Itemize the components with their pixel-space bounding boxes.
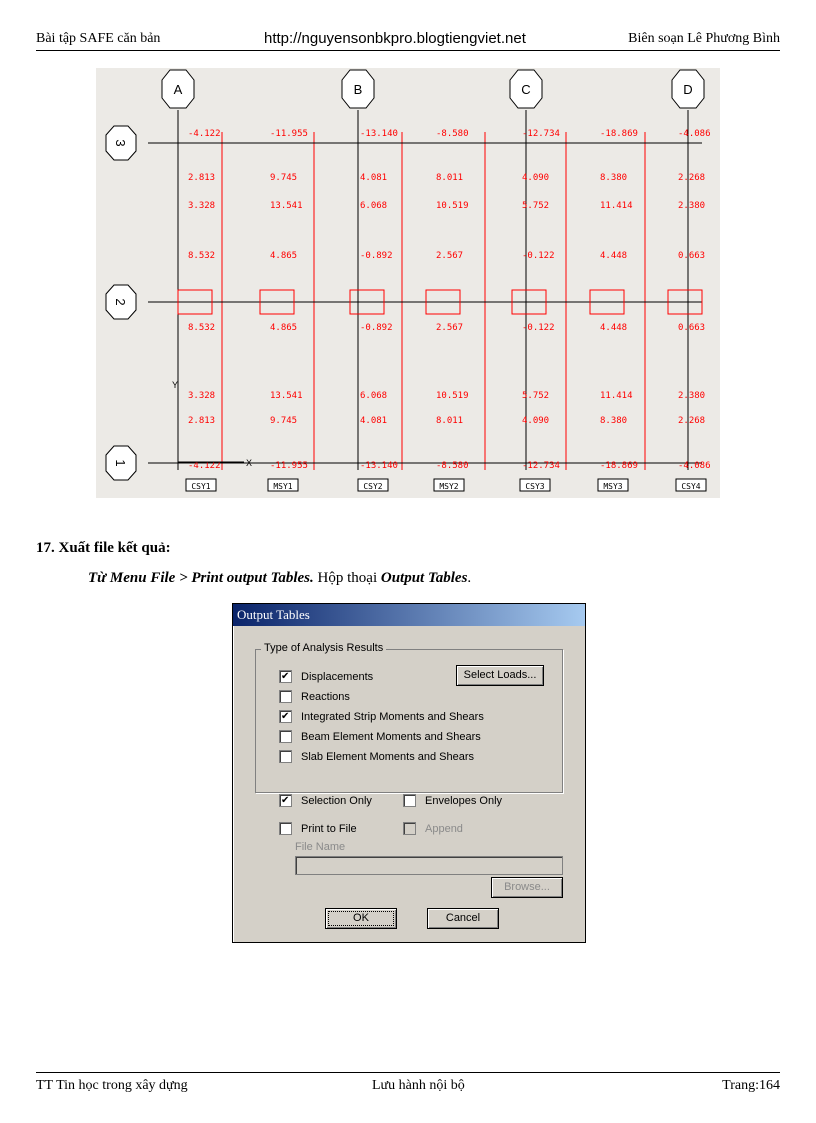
strip-value: 2.380 [678,201,706,211]
strip-value: -0.892 [360,251,393,261]
strip-value: -13.140 [360,461,398,471]
checkbox-label: Append [425,822,463,835]
dialog-titlebar[interactable]: Output Tables [233,604,585,626]
footer-left: TT Tin học trong xây dựng [36,1078,188,1093]
strip-moments-checkbox[interactable] [279,710,484,723]
strip-value: 4.448 [600,323,628,333]
strip-label: CSY3 [525,482,545,491]
strip-value: 10.519 [436,201,469,211]
checkbox-label: Displacements [301,670,374,683]
menu-path-text: Từ Menu File > Print output Tables. [88,570,314,586]
strip-value: 13.541 [270,201,303,211]
grid-label-2: 2 [113,298,128,306]
axis-x-label: X [246,458,253,468]
strip-value: -4.122 [188,461,221,471]
strip-label: CSY1 [191,482,211,491]
strip-value: -11.955 [270,129,308,139]
footer-page-number: Trang:164 [722,1078,780,1093]
checkbox-box[interactable] [279,730,292,743]
strip-label: MSY3 [603,482,623,491]
header-left: Bài tập SAFE căn bản [36,31,161,46]
page-footer [36,1072,780,1098]
strip-value: -13.140 [360,129,398,139]
beam-moments-checkbox[interactable] [279,730,481,743]
strip-value: -18.869 [600,129,638,139]
axis-y-label: Y [172,380,179,390]
file-name-label: File Name [295,841,346,853]
strip-value: 8.532 [188,323,216,333]
ok-button[interactable]: OK [325,908,397,929]
strip-value: -8.580 [436,129,469,139]
header-url[interactable]: http://nguyensonbkpro.blogtiengviet.net [264,30,526,47]
para-suffix: . [467,570,472,586]
strip-label: CSY4 [681,482,701,491]
cancel-button[interactable]: Cancel [427,908,499,929]
para-middle: Hộp thoại [313,570,381,586]
browse-button[interactable]: Browse... [491,877,563,898]
append-checkbox[interactable] [403,822,463,835]
strip-value: 4.865 [270,323,298,333]
strip-value: -12.734 [522,129,560,139]
strip-value: 8.532 [188,251,216,261]
checkbox-label: Slab Element Moments and Shears [301,750,475,763]
strip-value: 4.090 [522,173,550,183]
strip-value: 8.011 [436,416,464,426]
strip-value: 5.752 [522,391,550,401]
strip-value: 8.011 [436,173,464,183]
strip-label: MSY1 [273,482,293,491]
output-tables-dialog [232,603,586,943]
displacements-checkbox[interactable] [279,670,373,683]
strip-value: 0.663 [678,251,706,261]
grid-label-3: 3 [113,139,128,147]
strip-value: 11.414 [600,391,633,401]
checkbox-box[interactable] [279,670,292,683]
slab-moments-checkbox[interactable] [279,750,474,763]
strip-value: 4.448 [600,251,628,261]
strip-value: 10.519 [436,391,469,401]
grid-label-B: B [353,82,363,97]
strip-value: 2.268 [678,173,706,183]
instruction-paragraph [88,570,471,587]
strip-value: 2.567 [436,251,464,261]
grid-label-A: A [173,82,183,97]
strip-value: -12.734 [522,461,560,471]
strip-value: 6.068 [360,201,388,211]
checkbox-box[interactable] [279,710,292,723]
checkbox-box[interactable] [403,794,416,807]
strip-value: -0.892 [360,323,393,333]
strip-value: -0.122 [522,251,555,261]
checkbox-box[interactable] [279,794,292,807]
checkbox-label: Print to File [301,822,357,835]
checkbox-label: Reactions [301,690,350,703]
strip-value: 2.813 [188,416,216,426]
strip-value: -0.122 [522,323,555,333]
checkbox-label: Envelopes Only [425,794,503,807]
strip-value: -11.955 [270,461,308,471]
checkbox-box[interactable] [279,690,292,703]
strip-label: MSY2 [439,482,459,491]
strip-value: 2.380 [678,391,706,401]
header-right: Biên soạn Lê Phương Bình [628,31,780,46]
section-title: 17. Xuất file kết quả: [36,540,171,556]
print-to-file-checkbox[interactable] [279,822,357,835]
strip-value: 9.745 [270,416,298,426]
group-label: Type of Analysis Results [261,642,386,654]
checkbox-label: Integrated Strip Moments and Shears [301,710,484,723]
grid-label-D: D [683,82,693,97]
select-loads-button[interactable]: Select Loads... [456,665,544,686]
checkbox-box[interactable] [279,750,292,763]
checkbox-box[interactable] [403,822,416,835]
strip-value: 3.328 [188,201,216,211]
strip-value: 2.813 [188,173,216,183]
page-header [36,30,780,51]
strip-value: 8.380 [600,173,628,183]
checkbox-box[interactable] [279,822,292,835]
strip-value: -18.869 [600,461,638,471]
checkbox-label: Beam Element Moments and Shears [301,730,481,743]
grid-label-1: 1 [113,459,128,467]
strip-value: 3.328 [188,391,216,401]
file-name-input[interactable] [295,856,563,875]
footer-center: Lưu hành nội bộ [372,1078,465,1093]
dialog-name-text: Output Tables [380,570,468,586]
strip-value: 11.414 [600,201,633,211]
strip-value: 4.081 [360,416,388,426]
strip-moment-drawing [96,68,720,498]
selection-only-checkbox[interactable] [279,794,372,807]
strip-value: -8.580 [436,461,469,471]
strip-value: -4.086 [678,461,711,471]
envelopes-only-checkbox[interactable] [403,794,502,807]
strip-value: 0.663 [678,323,706,333]
strip-value: -4.086 [678,129,711,139]
checkbox-label: Selection Only [301,794,372,807]
strip-value: 4.081 [360,173,388,183]
strip-value: 2.567 [436,323,464,333]
strip-value: 4.090 [522,416,550,426]
strip-value: 9.745 [270,173,298,183]
strip-value: 5.752 [522,201,550,211]
strip-value: 13.541 [270,391,303,401]
strip-value: 4.865 [270,251,298,261]
strip-label: CSY2 [363,482,383,491]
strip-value: 8.380 [600,416,628,426]
strip-value: -4.122 [188,129,221,139]
strip-value: 6.068 [360,391,388,401]
strip-value: 2.268 [678,416,706,426]
grid-label-C: C [521,82,531,97]
reactions-checkbox[interactable] [279,690,350,703]
